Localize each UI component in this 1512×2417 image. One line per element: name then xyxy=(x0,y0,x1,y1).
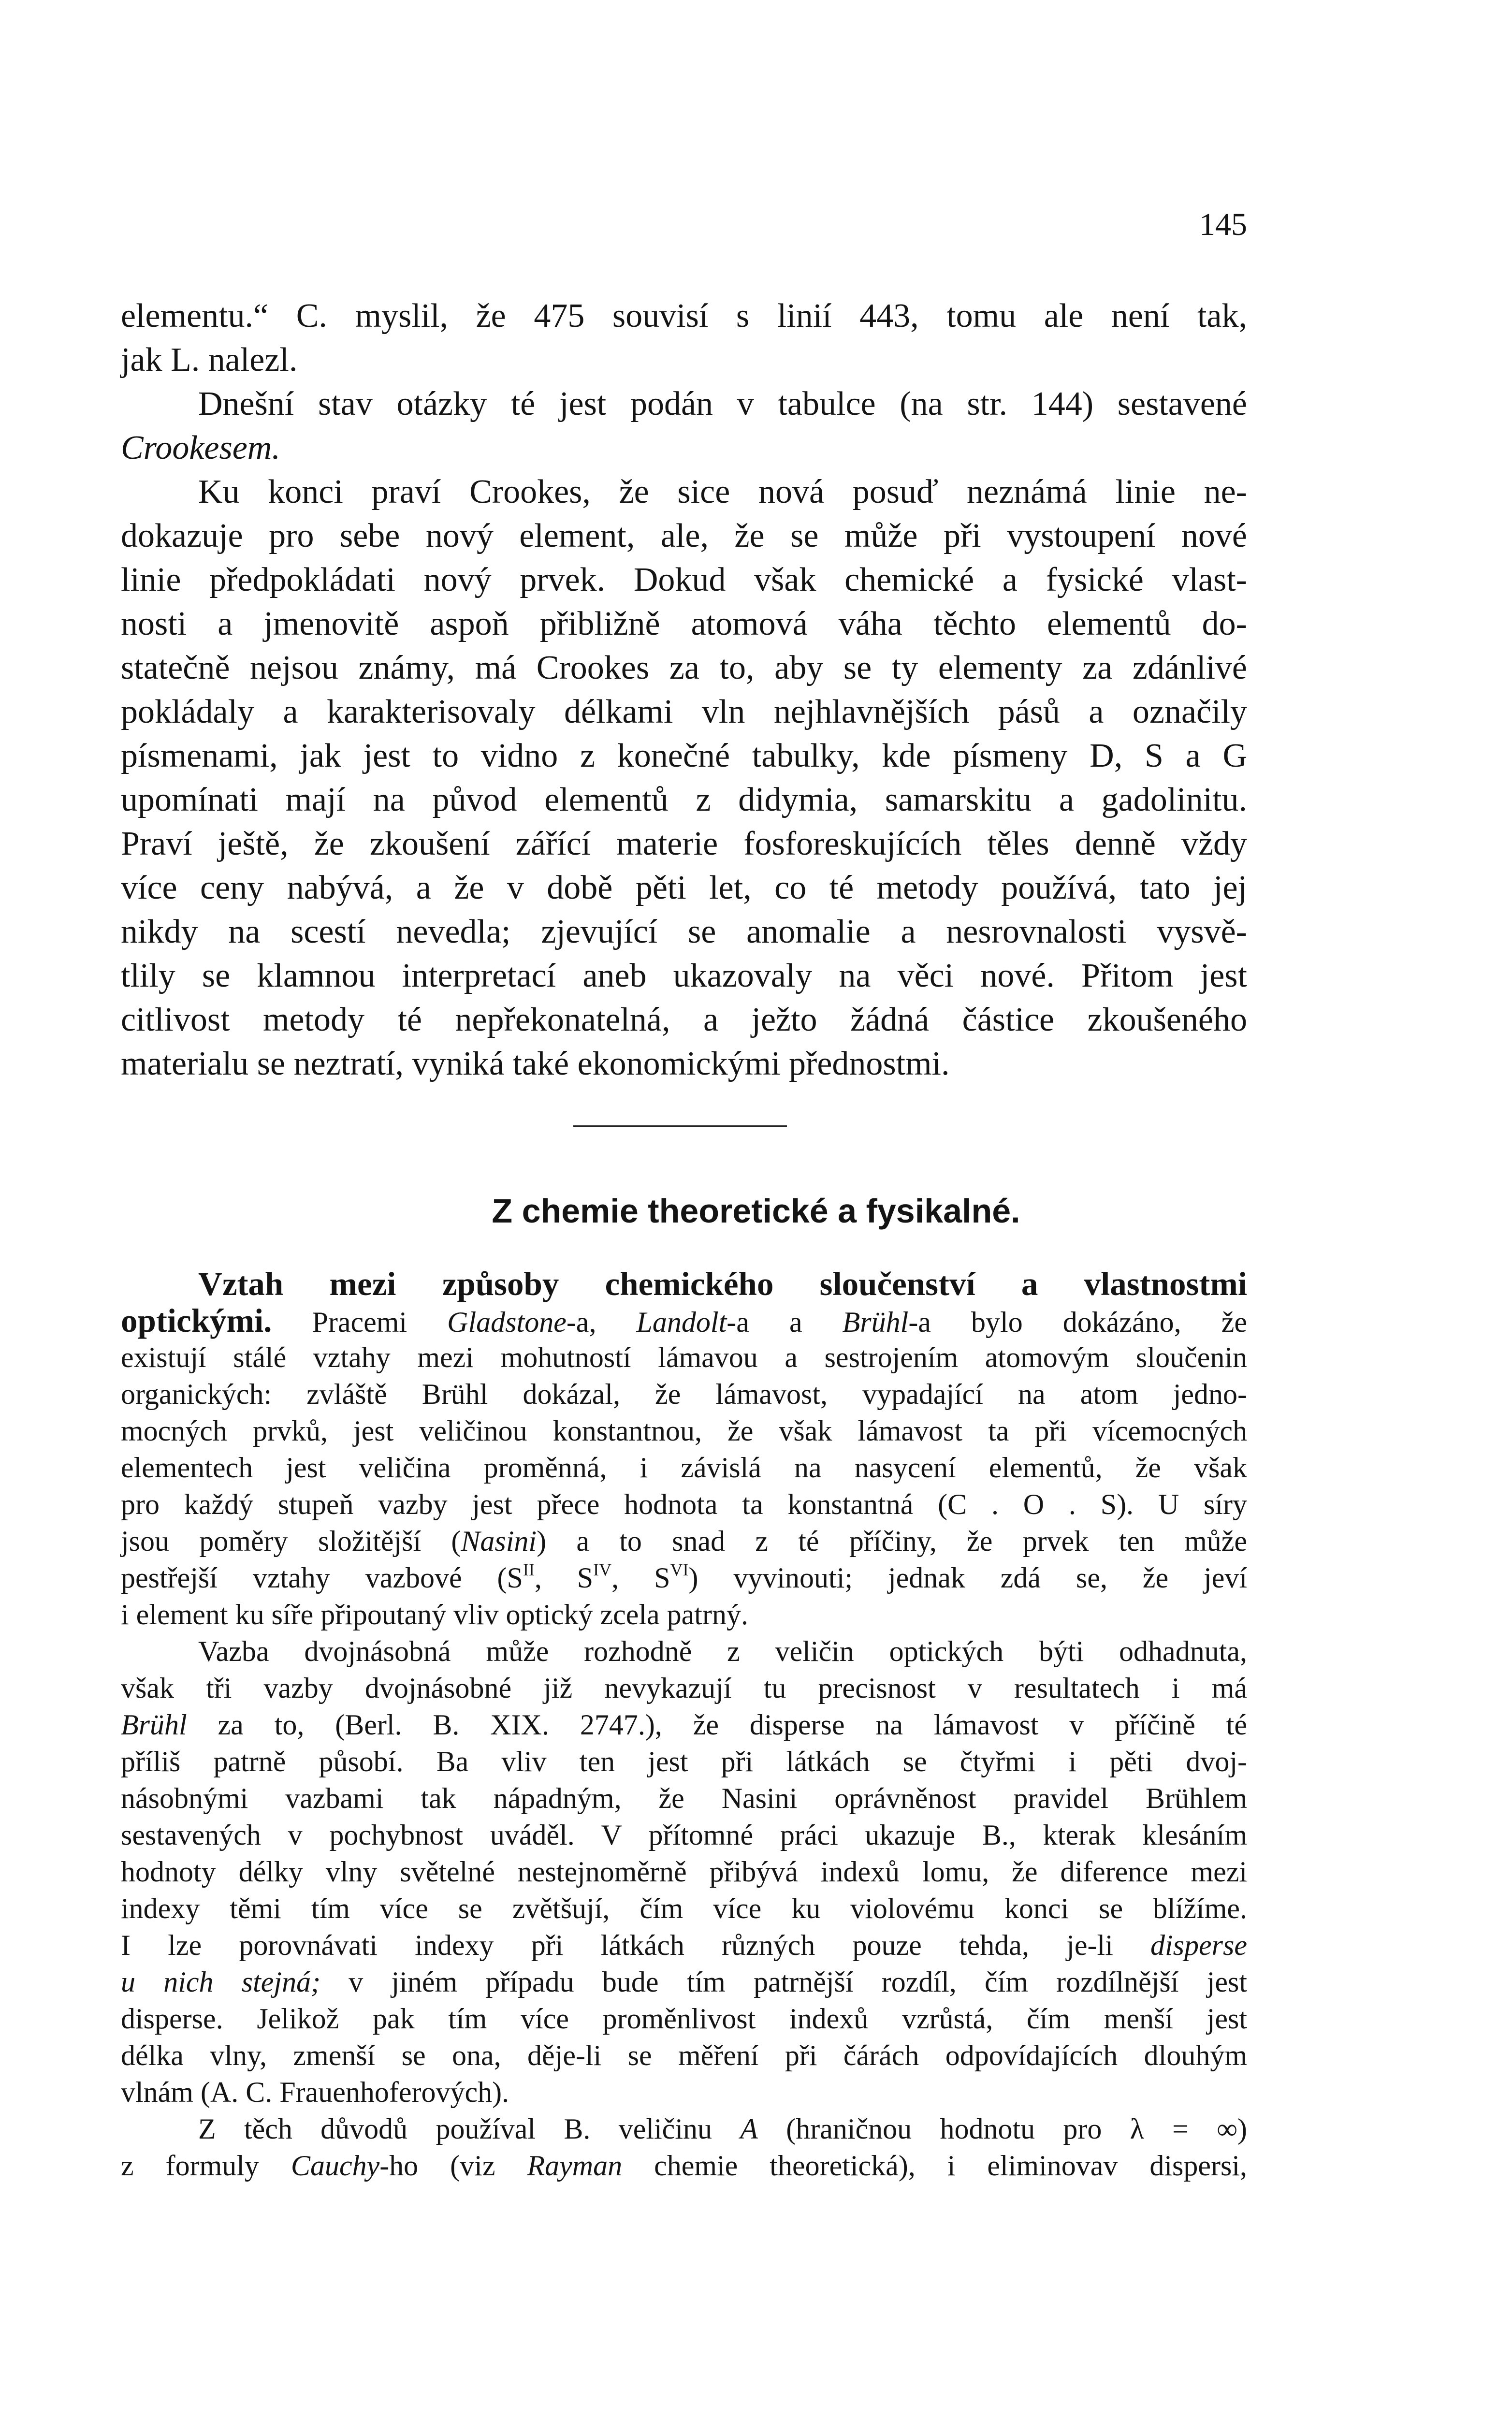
text-segment: dokazuje pro sebe nový element, ale, že se může při vystoupení nové xyxy=(121,517,1247,554)
italic-text: Brühl xyxy=(842,1306,909,1338)
text-line xyxy=(121,1596,1247,1633)
text-line xyxy=(121,1964,1247,2000)
text-line xyxy=(121,1853,1247,1890)
text-segment: Praví ještě, že zkoušení zářící materie fosforeskujících těles denně vždy xyxy=(121,825,1247,862)
text-segment: délka vlny, zmenší se ona, děje-li se měření při čárách odpovídajících dlouhým xyxy=(121,2039,1247,2071)
text-segment: jak L. nalezl. xyxy=(121,341,298,379)
text-segment: pokládaly a karakterisovaly délkami vln nejhlavnějších pásů a označily xyxy=(121,693,1247,730)
text-segment: -a a xyxy=(727,1306,843,1338)
text-segment: jsou poměry složitější ( xyxy=(121,1525,461,1557)
text-line xyxy=(121,514,1247,558)
text-segment: pro každý stupeň vazby jest přece hodnota ta konstantná (C . O . S). U síry xyxy=(121,1488,1247,1520)
text-line xyxy=(121,1449,1247,1486)
text-line xyxy=(121,646,1247,690)
bold-text: optickými. xyxy=(121,1302,272,1339)
text-segment: -a bylo dokázáno, že xyxy=(908,1306,1247,1338)
text-line xyxy=(121,734,1247,778)
text-segment: Z těch důvodů používal B. veličinu xyxy=(198,2113,741,2145)
page-number: 145 xyxy=(1199,207,1247,242)
text-segment: I lze porovnávati indexy při látkách různých pouze tehda, je-li xyxy=(121,1929,1151,1961)
text-line xyxy=(121,294,1247,338)
text-line xyxy=(121,602,1247,646)
text-line xyxy=(121,1817,1247,1853)
italic-text: Crookesem. xyxy=(121,429,280,466)
text-line xyxy=(121,1633,1247,1670)
text-segment: elementech jest veličina proměnná, i závislá na nasycení elementů, že však xyxy=(121,1452,1247,1484)
text-line xyxy=(121,778,1247,822)
text-line xyxy=(121,1486,1247,1523)
text-segment: pestřejší vztahy vazbové (S xyxy=(121,1562,523,1594)
section-heading: Z chemie theoretické a fysikalné. xyxy=(492,1192,1020,1230)
text-line xyxy=(121,1927,1247,1964)
text-segment: upomínati mají na původ elementů z didymia, samarskitu a gadolinitu. xyxy=(121,781,1247,818)
text-segment: v jiném případu bude tím patrnější rozdíl, čím rozdílnější jest xyxy=(320,1966,1247,1998)
text-line xyxy=(121,2000,1247,2037)
text-line xyxy=(121,1302,1247,1339)
text-segment: vlnám (A. C. Frauenhoferových). xyxy=(121,2076,509,2108)
text-line xyxy=(121,558,1247,602)
superscript: VI xyxy=(670,1559,689,1579)
text-line xyxy=(121,1670,1247,1706)
text-segment: statečně nejsou známy, má Crookes za to, aby se ty elementy za zdánlivé xyxy=(121,649,1247,686)
text-segment: -a, xyxy=(566,1306,637,1338)
text-line xyxy=(121,1266,1247,1302)
text-segment: tlily se klamnou interpretací aneb ukazovaly na věci nové. Přitom jest xyxy=(121,957,1247,994)
text-segment: disperse. Jelikož pak tím více proměnlivost indexů vzrůstá, čím menší jest xyxy=(121,2003,1247,2035)
text-line xyxy=(121,822,1247,866)
italic-text: A xyxy=(740,2113,758,2145)
text-segment: ) a to snad z té příčiny, že prvek ten může xyxy=(537,1525,1248,1557)
section-divider xyxy=(573,1125,787,1127)
text-segment: materialu se neztratí, vyniká také ekonomickými přednostmi. xyxy=(121,1045,950,1082)
text-segment: nikdy na scestí nevedla; zjevující se anomalie a nesrovnalosti vysvě- xyxy=(121,913,1247,950)
text-segment: písmenami, jak jest to vidno z konečné tabulky, kde písmeny D, S a G xyxy=(121,737,1247,774)
text-line xyxy=(121,1706,1247,1743)
text-line xyxy=(121,866,1247,910)
text-segment: i element ku síře připoutaný vliv optický zcela patrný. xyxy=(121,1599,748,1631)
text-line xyxy=(121,1042,1247,1086)
text-segment: (hraničnou hodnotu pro λ = ∞) xyxy=(757,2113,1247,2145)
text-segment: sestavených v pochybnost uváděl. V přítomné práci ukazuje B., kterak klesáním xyxy=(121,1819,1247,1851)
text-segment: chemie theoretická), i eliminovav dispersi, xyxy=(622,2150,1248,2182)
text-line xyxy=(121,1743,1247,1780)
text-line xyxy=(121,1412,1247,1449)
text-line xyxy=(121,1523,1247,1559)
text-segment: organických: zvláště Brühl dokázal, že lámavost, vypadající na atom jedno- xyxy=(121,1378,1247,1410)
text-segment: citlivost metody té nepřekonatelná, a ježto žádná částice zkoušeného xyxy=(121,1001,1247,1038)
text-segment: indexy těmi tím více se zvětšují, čím více ku violovému konci se blížíme. xyxy=(121,1893,1247,1924)
paragraph-crookes xyxy=(0,294,1512,1086)
text-segment: -ho (viz xyxy=(379,2150,527,2182)
italic-text: Landolt xyxy=(636,1306,727,1338)
text-line xyxy=(121,2111,1247,2147)
text-line xyxy=(121,426,1247,470)
text-segment: Dnešní stav otázky té jest podán v tabulce (na str. 144) sestavené xyxy=(198,385,1247,422)
text-segment: z formuly xyxy=(121,2150,291,2182)
italic-text: Brühl xyxy=(121,1709,187,1741)
text-segment: Vazba dvojnásobná může rozhodně z veličin optických býti odhadnuta, xyxy=(198,1635,1247,1667)
italic-text: Cauchy xyxy=(291,2150,380,2182)
text-segment: více ceny nabývá, a že v době pěti let, co té metody používá, tato jej xyxy=(121,869,1247,906)
article-optical-properties xyxy=(0,1266,1512,2184)
superscript: II xyxy=(523,1559,535,1579)
text-segment: Pracemi xyxy=(272,1306,448,1338)
italic-text: Rayman xyxy=(527,2150,623,2182)
text-line xyxy=(121,2147,1247,2184)
text-line xyxy=(121,1376,1247,1412)
text-segment: nosti a jmenovitě aspoň přibližně atomová váha těchto elementů do- xyxy=(121,605,1247,642)
text-segment: linie předpokládati nový prvek. Dokud však chemické a fysické vlast- xyxy=(121,561,1247,598)
text-line xyxy=(121,1559,1247,1596)
italic-text: u nich stejná; xyxy=(121,1966,321,1998)
text-segment: Ku konci praví Crookes, že sice nová posuď neznámá linie ne- xyxy=(198,473,1247,510)
text-segment: existují stálé vztahy mezi mohutností lámavou a sestrojením atomovým sloučenin xyxy=(121,1341,1247,1373)
text-line xyxy=(121,382,1247,426)
text-segment: příliš patrně působí. Ba vliv ten jest při látkách se čtyřmi i pěti dvoj- xyxy=(121,1746,1247,1777)
text-line xyxy=(121,2037,1247,2074)
italic-text: disperse xyxy=(1150,1929,1247,1961)
bold-text: Vztah mezi způsoby chemického sloučenství a vlastnostmi xyxy=(198,1266,1247,1302)
text-line xyxy=(121,1780,1247,1817)
text-segment: ) vyvinouti; jednak zdá se, že jeví xyxy=(688,1562,1248,1594)
italic-text: Nasini xyxy=(461,1525,537,1557)
text-segment: mocných prvků, jest veličinou konstantnou, že však lámavost ta při vícemocných xyxy=(121,1415,1247,1447)
text-line xyxy=(121,998,1247,1042)
text-segment: násobnými vazbami tak nápadným, že Nasini oprávněnost pravidel Brühlem xyxy=(121,1782,1247,1814)
text-segment: elementu.“ C. myslil, že 475 souvisí s linií 443, tomu ale není tak, xyxy=(121,297,1247,335)
text-line xyxy=(121,690,1247,734)
text-line xyxy=(121,910,1247,954)
superscript: IV xyxy=(593,1559,612,1579)
text-segment: hodnoty délky vlny světelné nestejnoměrně přibývá indexů lomu, že diference mezi xyxy=(121,1856,1247,1888)
text-line xyxy=(121,1890,1247,1927)
text-line xyxy=(121,470,1247,514)
text-line xyxy=(121,2074,1247,2111)
text-line xyxy=(121,1339,1247,1376)
text-line xyxy=(121,338,1247,382)
text-segment: , S xyxy=(534,1562,594,1594)
text-segment: však tři vazby dvojnásobné již nevykazují tu precisnost v resultatech i má xyxy=(121,1672,1247,1704)
italic-text: Gladstone xyxy=(447,1306,567,1338)
text-segment: za to, (Berl. B. XIX. 2747.), že disperse na lámavost v příčině té xyxy=(187,1709,1247,1741)
text-line xyxy=(121,954,1247,998)
text-segment: , S xyxy=(611,1562,670,1594)
